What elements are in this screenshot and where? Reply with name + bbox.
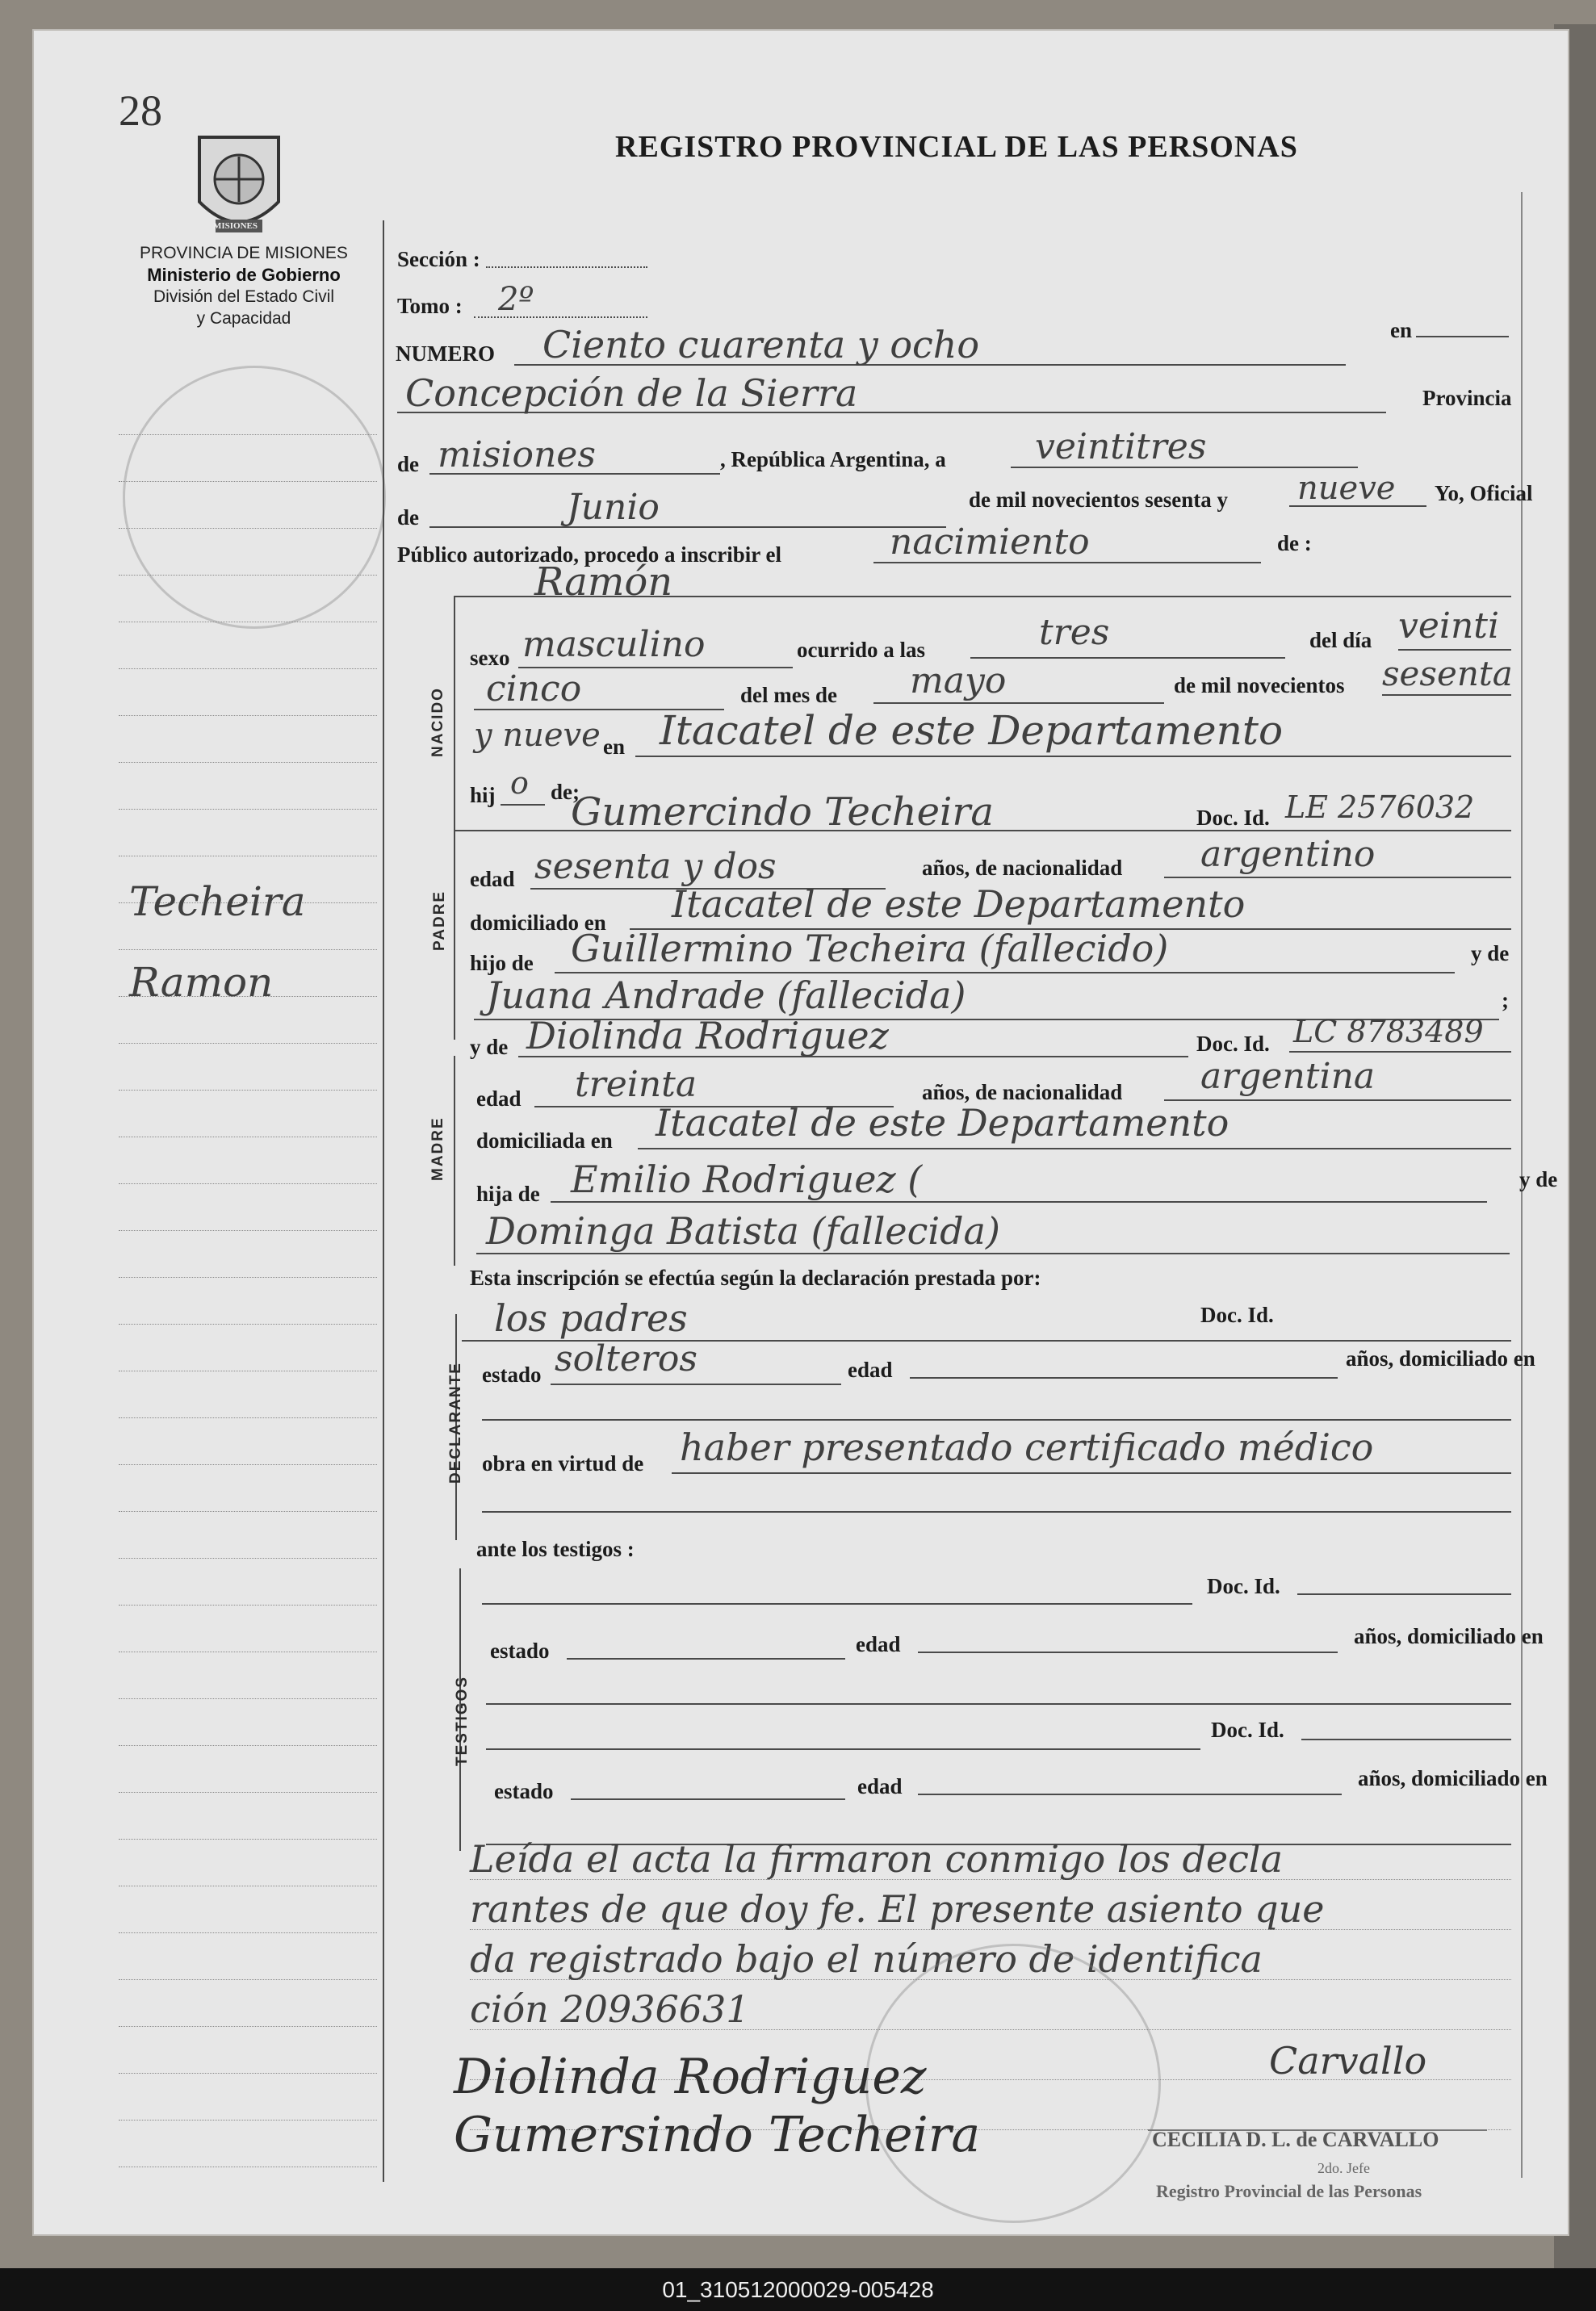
declarante-estado-label: estado — [482, 1363, 542, 1387]
abuelo-mat-label: hija de — [476, 1182, 540, 1206]
numero-value: Ciento cuarenta y ocho — [542, 323, 980, 366]
hora-value: tres — [1039, 612, 1110, 653]
y-de-label-1: y de — [1471, 941, 1510, 965]
madre-nombre-value: Diolinda Rodriguez — [526, 1014, 889, 1057]
del-mes-label: del mes de — [740, 683, 837, 707]
obra-line — [672, 1472, 1511, 1474]
margin-ruled-line — [119, 528, 377, 529]
margin-stamp — [123, 366, 386, 629]
anio-value: nueve — [1297, 470, 1396, 507]
sexo-label: sexo — [470, 646, 510, 670]
hijo-suffix-value: o — [510, 765, 529, 801]
margin-ruled-line — [119, 2073, 377, 2074]
abuela-mat-line — [476, 1253, 1510, 1254]
padre-anos-label: años, de nacionalidad — [922, 856, 1123, 880]
de-mil-nov-label: de mil novecientos — [1174, 673, 1345, 697]
testigo2-edad-line — [918, 1794, 1342, 1795]
abuelo-pat-value: Guillermino Techeira (fallecido) — [571, 927, 1169, 970]
testigo1-line — [482, 1603, 1192, 1605]
official-name: CECILIA D. L. de CARVALLO — [1152, 2128, 1439, 2151]
margin-ruled-line — [119, 1324, 377, 1325]
declarante-dom-line — [482, 1419, 1511, 1421]
margin-ruled-line — [119, 1183, 377, 1184]
margin-ruled-line — [119, 1417, 377, 1418]
numero-label: NUMERO — [396, 341, 495, 366]
testigo2-doc-label: Doc. Id. — [1211, 1718, 1284, 1742]
margin-ruled-line — [119, 949, 377, 950]
madre-doc-line — [1289, 1051, 1511, 1053]
declarante-side-label: DECLARANTE — [447, 1362, 464, 1484]
madre-edad-value: treinta — [575, 1064, 697, 1105]
official-org: Registro Provincial de las Personas — [1156, 2181, 1422, 2201]
testigo1-doc-line — [1297, 1593, 1511, 1595]
ocurrido-label: ocurrido a las — [797, 638, 925, 662]
y-de-label-2: y de — [1519, 1167, 1558, 1191]
padre-nac-line — [1164, 877, 1511, 878]
anio-nac-line — [1382, 694, 1511, 696]
margin-ruled-line — [119, 668, 377, 669]
mes-nac-value: mayo — [910, 660, 1007, 701]
closing-line-2: rantes de que doy fe. El presente asiento que — [470, 1887, 1325, 1931]
fecha-dia-value: veintitres — [1035, 426, 1207, 467]
madre-anos-label: años, de nacionalidad — [922, 1080, 1123, 1104]
madre-dom-line — [638, 1148, 1511, 1149]
mes-line — [429, 526, 946, 528]
padre-edad-value: sesenta y dos — [534, 846, 777, 887]
madre-edad-label: edad — [476, 1086, 522, 1111]
margin-ruled-line — [119, 2026, 377, 2027]
tomo-value: 2º — [498, 281, 534, 318]
en-line — [1416, 336, 1509, 337]
madre-y-de-label: y de — [470, 1035, 509, 1059]
abuelo-mat-value: Emilio Rodriguez ( — [571, 1158, 923, 1201]
main-divider — [383, 220, 384, 2182]
margin-ruled-line — [119, 2120, 377, 2121]
nombre-value: Ramón — [534, 559, 673, 605]
dia-line — [1398, 649, 1511, 651]
en-label: en — [1390, 318, 1412, 342]
testigo2-doc-line — [1301, 1739, 1511, 1740]
declarante-estado-value: solteros — [555, 1338, 697, 1379]
seccion-line — [486, 266, 647, 268]
org-line-2: Ministerio de Gobierno — [147, 265, 341, 285]
padre-dom-value: Itacatel de este Departamento — [672, 882, 1246, 926]
signature-father: Gumersindo Techeira — [454, 2107, 981, 2163]
madre-divider — [454, 1056, 455, 1266]
testigo1-dom-line — [486, 1703, 1511, 1705]
declarante-estado-line — [551, 1384, 841, 1385]
closing-line-4: ción 20936631 — [470, 1987, 750, 2031]
registry-page — [32, 29, 1569, 2236]
testigo1-doc-label: Doc. Id. — [1207, 1574, 1280, 1598]
margin-ruled-line — [119, 1511, 377, 1512]
republica-label: , República Argentina, a — [720, 447, 946, 471]
closing-line-3: da registrado bajo el número de identifica — [470, 1937, 1263, 1981]
madre-doc-value: LC 8783489 — [1293, 1014, 1484, 1049]
de-label-1: de — [397, 452, 419, 476]
declarante-anos-label: años, domiciliado en — [1346, 1346, 1535, 1371]
de-mil-label: de mil novecientos sesenta y — [969, 488, 1228, 512]
hij-label: hij — [470, 783, 496, 807]
margin-ruled-line — [119, 1839, 377, 1840]
padre-divider — [454, 830, 455, 1040]
testigos-side-label: TESTIGOS — [454, 1675, 471, 1766]
org-line-4: y Capacidad — [196, 309, 291, 328]
padre-side-label: PADRE — [431, 890, 448, 951]
margin-ruled-line — [119, 1464, 377, 1465]
provincia-label: Provincia — [1422, 386, 1512, 410]
declarante-edad-line — [910, 1377, 1338, 1379]
padre-dom-label: domiciliado en — [470, 911, 606, 935]
margin-ruled-line — [119, 762, 377, 763]
abuelo-pat-label: hijo de — [470, 951, 534, 975]
margin-ruled-line — [119, 1979, 377, 1980]
margin-ruled-line — [119, 434, 377, 435]
margin-ruled-line — [119, 1792, 377, 1793]
margin-ruled-line — [119, 1932, 377, 1933]
padre-doc-label: Doc. Id. — [1196, 806, 1270, 830]
madre-dom-label: domiciliada en — [476, 1128, 613, 1153]
anio-nac-value: sesenta — [1382, 654, 1513, 693]
ante-label: ante los testigos : — [476, 1537, 635, 1561]
testigo2-edad-label: edad — [857, 1774, 903, 1798]
en-label-2: en — [603, 735, 625, 759]
margin-ruled-line — [119, 1698, 377, 1699]
official-title: 2do. Jefe — [1317, 2160, 1370, 2176]
testigo2-line — [486, 1748, 1200, 1750]
testigo2-estado-label: estado — [494, 1779, 554, 1803]
org-line-3: División del Estado Civil — [153, 287, 335, 306]
madre-dom-value: Itacatel de este Departamento — [656, 1101, 1229, 1145]
margin-ruled-line — [119, 1745, 377, 1746]
signature-mother: Diolinda Rodriguez — [454, 2049, 927, 2105]
publico-label: Público autorizado, procedo a inscribir el — [397, 542, 781, 567]
margin-ruled-line — [119, 1090, 377, 1091]
margin-note-name: Ramon — [129, 959, 274, 1006]
hora-line — [970, 657, 1285, 659]
closing-line-1: Leída el acta la firmaron conmigo los decla — [470, 1837, 1284, 1881]
obra-label: obra en virtud de — [482, 1451, 644, 1476]
obra-line-2 — [482, 1511, 1511, 1513]
margin-ruled-line — [119, 1558, 377, 1559]
margin-ruled-line — [119, 1277, 377, 1278]
dia-nac-value: veinti — [1398, 605, 1500, 647]
inscripcion-label: Esta inscripción se efectúa según la declaración prestada por: — [470, 1266, 1041, 1290]
de-label-2: de — [397, 505, 419, 530]
testigo2-anos-label: años, domiciliado en — [1358, 1766, 1548, 1790]
padre-nac-value: argentino — [1200, 834, 1376, 875]
lugar-nac-value: Itacatel de este Departamento — [660, 707, 1284, 754]
margin-note-surname: Techeira — [129, 878, 306, 925]
semicolon-label: ; — [1502, 988, 1509, 1012]
nacido-side-label: NACIDO — [429, 687, 446, 757]
de-semi-label: de; — [551, 780, 580, 804]
sexo-value: masculino — [522, 624, 706, 665]
lugar-nac-line — [635, 756, 1511, 757]
testigo1-estado-line — [567, 1658, 845, 1660]
abuelo-mat-line — [551, 1201, 1487, 1203]
provincia-value: misiones — [438, 434, 596, 475]
declarante-edad-label: edad — [848, 1358, 893, 1382]
acto-value: nacimiento — [890, 521, 1090, 563]
testigo1-edad-line — [918, 1652, 1338, 1653]
madre-nac-value: argentina — [1200, 1056, 1376, 1097]
declarante-doc-label: Doc. Id. — [1200, 1303, 1274, 1327]
lugar-value: Concepción de la Sierra — [405, 371, 858, 415]
padre-edad-label: edad — [470, 867, 515, 891]
margin-ruled-line — [119, 575, 377, 576]
margin-ruled-line — [119, 481, 377, 482]
de-colon-label: de : — [1277, 531, 1312, 555]
tomo-label: Tomo : — [397, 294, 463, 318]
org-line-1: PROVINCIA DE MISIONES — [140, 244, 348, 262]
hijo-suffix-line — [501, 804, 545, 806]
anio-nac-2-value: y nueve — [474, 717, 601, 754]
testigo1-edad-label: edad — [856, 1632, 901, 1656]
testigo2-estado-line — [571, 1798, 845, 1800]
mes-value: Junio — [567, 487, 660, 528]
yo-oficial-label: Yo, Oficial — [1435, 481, 1533, 505]
madre-side-label: MADRE — [429, 1116, 446, 1181]
page-number: 28 — [119, 86, 162, 135]
margin-ruled-line — [119, 715, 377, 716]
seal-text: MISIONES — [213, 221, 258, 231]
del-dia-label: del día — [1309, 628, 1372, 652]
padre-doc-value: LE 2576032 — [1285, 789, 1475, 825]
margin-ruled-line — [119, 1605, 377, 1606]
image-id-caption: 01_310512000029-005428 — [0, 2268, 1596, 2311]
seccion-label: Sección : — [397, 247, 480, 271]
margin-ruled-line — [119, 809, 377, 810]
testigo1-anos-label: años, domiciliado en — [1354, 1624, 1544, 1648]
signature-official: Carvallo — [1269, 2039, 1427, 2083]
org-block — [111, 242, 377, 329]
abuela-pat-value: Juana Andrade (fallecida) — [486, 973, 966, 1017]
padre-nombre-value: Gumercindo Techeira — [571, 789, 994, 835]
dia-nac-2-value: cinco — [486, 668, 582, 710]
testigo1-estado-label: estado — [490, 1639, 550, 1663]
margin-ruled-line — [119, 1230, 377, 1231]
margin-ruled-line — [119, 1043, 377, 1044]
mes-nac-line — [873, 702, 1164, 704]
obra-value: haber presentado certificado médico — [680, 1426, 1374, 1469]
madre-doc-label: Doc. Id. — [1196, 1032, 1270, 1056]
page-title: REGISTRO PROVINCIAL DE LAS PERSONAS — [615, 130, 1298, 164]
abuela-mat-value: Dominga Batista (fallecida) — [486, 1209, 1000, 1253]
declarante-value: los padres — [494, 1296, 688, 1340]
